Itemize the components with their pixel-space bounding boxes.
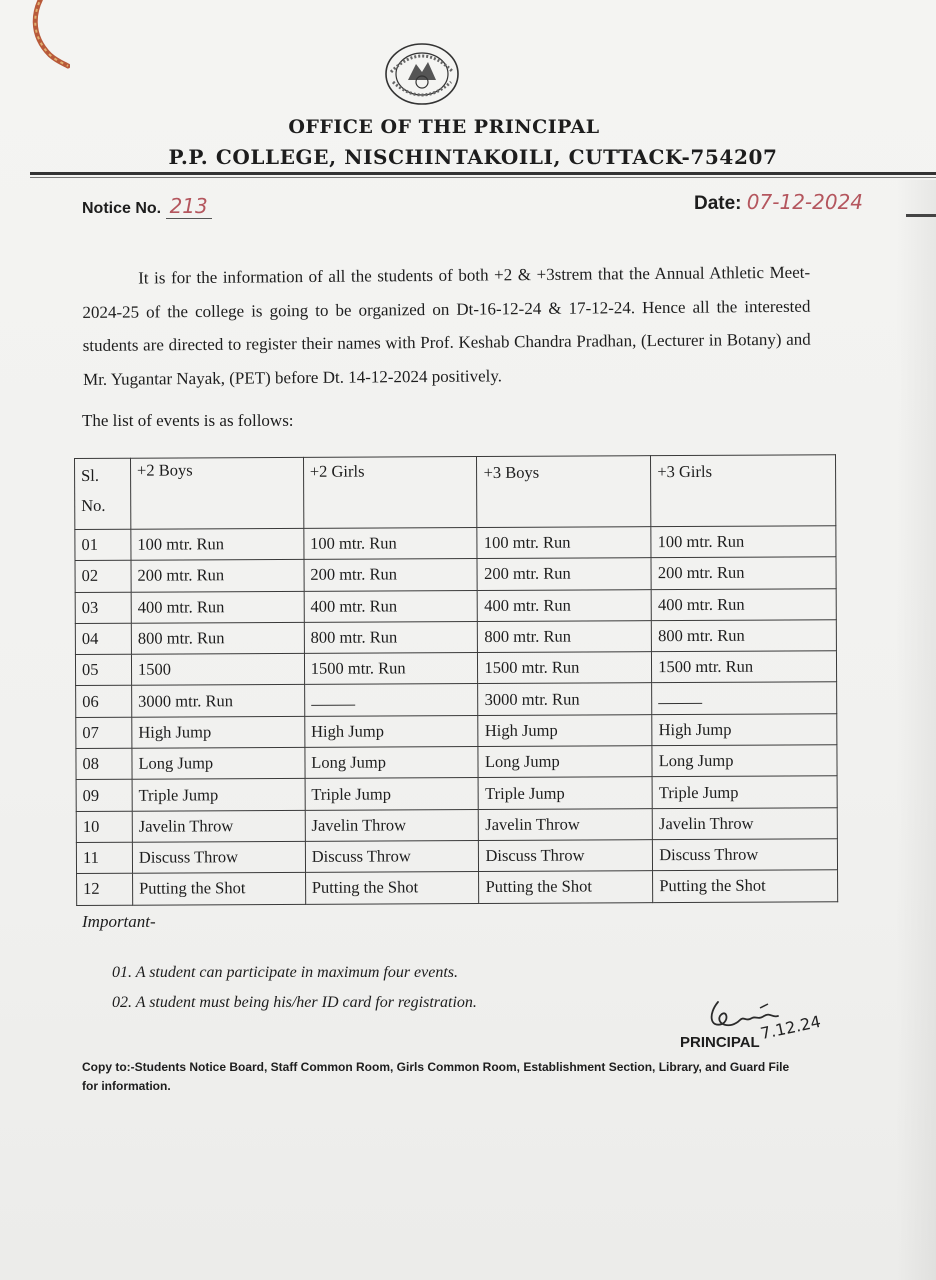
header-rule — [30, 172, 936, 175]
serial-cell: 08 — [76, 748, 132, 780]
table-row — [75, 588, 836, 623]
event-cell: Long Jump — [132, 747, 305, 779]
event-cell: 800 mtr. Run — [304, 621, 478, 653]
important-title: Important- — [82, 912, 156, 931]
event-cell: 200 mtr. Run — [651, 557, 836, 589]
event-cell: High Jump — [304, 715, 478, 747]
event-cell — [304, 684, 478, 716]
table-row — [76, 839, 837, 874]
event-cell: Javelin Throw — [479, 808, 653, 840]
principal-title: PRINCIPAL — [680, 1034, 760, 1051]
event-cell: High Jump — [652, 714, 837, 746]
table-row — [76, 807, 837, 842]
event-cell: High Jump — [478, 714, 652, 746]
event-cell: 100 mtr. Run — [651, 526, 836, 558]
event-cell: Long Jump — [652, 745, 837, 777]
event-cell: 100 mtr. Run — [304, 528, 478, 560]
event-cell: 800 mtr. Run — [652, 620, 837, 652]
notice-paragraph — [82, 256, 811, 396]
event-cell: High Jump — [132, 716, 305, 748]
event-cell: 100 mtr. Run — [131, 528, 304, 560]
table-row — [76, 776, 837, 811]
event-cell: 1500 — [131, 654, 304, 686]
serial-cell: 04 — [75, 623, 131, 655]
blank-dash — [658, 689, 702, 704]
event-cell: 400 mtr. Run — [304, 590, 478, 622]
event-cell: 400 mtr. Run — [478, 589, 652, 621]
header-rule-thin — [30, 177, 936, 178]
serial-cell: 02 — [75, 561, 131, 593]
table-row — [76, 745, 837, 780]
event-cell: Putting the Shot — [479, 871, 653, 903]
notice-number: 213 — [166, 194, 212, 219]
event-cell: Putting the Shot — [132, 873, 305, 905]
table-row — [75, 557, 836, 592]
table-header-row — [75, 455, 836, 530]
event-cell: 400 mtr. Run — [131, 591, 304, 623]
table-header-cell: +3 Girls — [651, 455, 836, 527]
notice-label: Notice No. — [82, 200, 162, 217]
event-cell: 3000 mtr. Run — [478, 683, 652, 715]
serial-cell: 11 — [76, 842, 132, 874]
event-cell: Javelin Throw — [132, 810, 305, 842]
list-intro: The list of events is as follows: — [82, 411, 294, 430]
event-cell: 400 mtr. Run — [651, 588, 836, 620]
table-row — [75, 526, 836, 561]
serial-cell: 03 — [75, 592, 131, 624]
table-header-cell: Sl. No. — [75, 458, 131, 529]
paragraph-text: It is for the information of all the students of both +2 & +3strem that the Annual Athletic Meet-2024-25 of the college is going to be organized on Dt-16-12-24 & 17-12-24. Hence all the interested students are directed to register their names with Prof. Keshab Chandra Pradhan, (Lecturer in Botany) and Mr. Yugantar Nayak, (PET) before Dt. 14-12-2024 positively. — [82, 262, 811, 389]
serial-cell: 12 — [77, 873, 133, 905]
table-header-cell: +2 Boys — [130, 457, 303, 529]
event-cell: 1500 mtr. Run — [652, 651, 837, 683]
table-row — [75, 620, 836, 655]
event-cell: 800 mtr. Run — [478, 621, 652, 653]
events-table — [74, 454, 838, 905]
event-cell: Discuss Throw — [653, 839, 838, 871]
event-cell: Long Jump — [478, 746, 652, 778]
important-item: 01. A student can participate in maximum four events. — [112, 964, 459, 981]
event-cell: 200 mtr. Run — [477, 558, 651, 590]
table-row — [76, 682, 837, 717]
table-header-cell: +2 Girls — [303, 457, 477, 529]
college-title: P.P. COLLEGE, NISCHINTAKOILI, CUTTACK-754207 — [168, 145, 778, 169]
date-label: Date: — [694, 193, 742, 214]
office-title: OFFICE OF THE PRINCIPAL — [288, 116, 600, 138]
event-cell: Discuss Throw — [479, 840, 653, 872]
notice-number-row — [82, 194, 212, 218]
important-item: 02. A student must being his/her ID card for registration. — [112, 994, 477, 1011]
event-cell: Javelin Throw — [305, 809, 479, 841]
table-row — [75, 651, 836, 686]
event-cell: 100 mtr. Run — [477, 527, 651, 559]
event-cell: Triple Jump — [132, 779, 305, 811]
copy-to: Copy to:-Students Notice Board, Staff Common Room, Girls Common Room, Establishment Section, Library, and Guard File for information. — [82, 1060, 790, 1093]
event-cell: 200 mtr. Run — [304, 559, 478, 591]
event-cell: Putting the Shot — [653, 870, 838, 902]
college-seal-logo — [383, 42, 461, 106]
serial-cell: 10 — [76, 811, 132, 843]
event-cell: 200 mtr. Run — [131, 560, 304, 592]
event-cell: Putting the Shot — [305, 872, 479, 904]
serial-cell: 01 — [75, 529, 131, 561]
table-row — [76, 714, 837, 749]
event-cell: Javelin Throw — [652, 807, 837, 839]
event-cell: Triple Jump — [479, 777, 653, 809]
event-cell: 1500 mtr. Run — [478, 652, 652, 684]
event-cell: Long Jump — [305, 747, 479, 779]
serial-cell: 06 — [76, 686, 132, 718]
table-header-cell: +3 Boys — [477, 456, 651, 528]
serial-cell: 09 — [76, 780, 132, 812]
event-cell: Triple Jump — [305, 778, 479, 810]
date-row — [694, 190, 863, 215]
event-cell: 3000 mtr. Run — [132, 685, 305, 717]
event-cell: 1500 mtr. Run — [304, 653, 478, 685]
serial-cell: 05 — [75, 654, 131, 686]
important-list — [112, 958, 477, 1018]
page-edge-shadow — [896, 180, 936, 1280]
event-cell: 800 mtr. Run — [131, 622, 304, 654]
event-cell: Discuss Throw — [305, 840, 479, 872]
table-row — [77, 870, 838, 905]
event-cell: Triple Jump — [652, 776, 837, 808]
signature-date: 7.12.24 — [758, 1011, 823, 1044]
blank-dash — [311, 690, 355, 705]
event-cell: Discuss Throw — [132, 841, 305, 873]
serial-cell: 07 — [76, 717, 132, 749]
event-cell — [652, 682, 837, 714]
edge-mark — [906, 214, 936, 217]
notice-date: 07-12-2024 — [746, 190, 864, 214]
binding-string-icon — [10, 0, 70, 80]
